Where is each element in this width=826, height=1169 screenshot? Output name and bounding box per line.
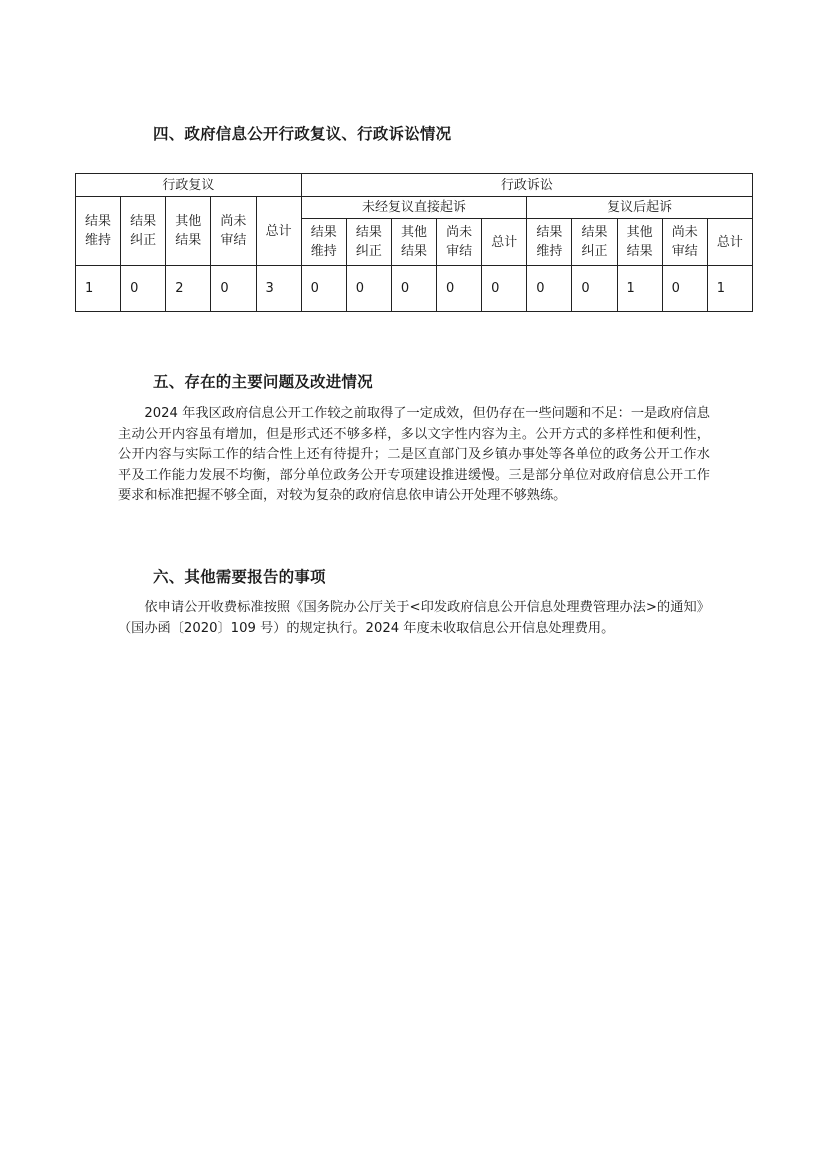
header-cell: 总计 — [256, 197, 301, 266]
group-header-litigation: 行政诉讼 — [301, 174, 752, 197]
value-cell: 0 — [482, 266, 527, 312]
header-cell: 结果 纠正 — [121, 197, 166, 266]
value-cell: 1 — [76, 266, 121, 312]
header-cell: 总计 — [482, 219, 527, 266]
header-cell: 尚未 审结 — [662, 219, 707, 266]
header-cell: 尚未 审结 — [211, 197, 256, 266]
value-cell: 0 — [346, 266, 391, 312]
section-6-paragraph: 依申请公开收费标准按照《国务院办公厅关于<印发政府信息公开信息处理费管理办法>的通知》（国办函〔2020〕109 号）的规定执行。2024 年度未收取信息公开信息处理费用。 — [118, 600, 710, 636]
header-cell: 尚未 审结 — [437, 219, 482, 266]
value-cell: 1 — [707, 266, 752, 312]
table-row — [76, 266, 753, 312]
section-4-heading: 四、政府信息公开行政复议、行政诉讼情况 — [153, 125, 452, 143]
header-cell: 其他 结果 — [166, 197, 211, 266]
header-cell: 结果 纠正 — [572, 219, 617, 266]
header-cell: 结果 维持 — [76, 197, 121, 266]
value-cell: 3 — [256, 266, 301, 312]
header-cell: 结果 维持 — [301, 219, 346, 266]
section-6-heading: 六、其他需要报告的事项 — [153, 568, 326, 586]
header-cell: 结果 纠正 — [346, 219, 391, 266]
header-cell: 其他 结果 — [391, 219, 436, 266]
review-litigation-table — [75, 173, 753, 312]
header-cell: 其他 结果 — [617, 219, 662, 266]
header-cell: 总计 — [707, 219, 752, 266]
sub-header-direct: 未经复议直接起诉 — [301, 197, 527, 219]
value-cell: 0 — [527, 266, 572, 312]
value-cell: 0 — [437, 266, 482, 312]
value-cell: 0 — [121, 266, 166, 312]
header-cell: 结果 维持 — [527, 219, 572, 266]
value-cell: 0 — [572, 266, 617, 312]
section-5-paragraph: 2024 年我区政府信息公开工作较之前取得了一定成效，但仍存在一些问题和不足：一是政府信息主动公开内容虽有增加，但是形式还不够多样，多以文字性内容为主。公开方式的多样性和便利性，公开内容与实际工作的结合性上还有待提升；二是区直部门及乡镇办事处等各单位的政务公开工作水平及工作能力发展不均衡，部分单位政务公开专项建设推进缓慢。三是部分单位对政府信息公开工作要求和标准把握不够全面，对较为复杂的政府信息依申请公开处理不够熟练。 — [118, 406, 710, 503]
value-cell: 1 — [617, 266, 662, 312]
value-cell: 0 — [301, 266, 346, 312]
value-cell: 2 — [166, 266, 211, 312]
table-group-header-row — [76, 174, 753, 197]
value-cell: 0 — [662, 266, 707, 312]
value-cell: 0 — [211, 266, 256, 312]
table-sub-header-row — [76, 197, 753, 219]
group-header-review: 行政复议 — [76, 174, 302, 197]
value-cell: 0 — [391, 266, 436, 312]
sub-header-after-review: 复议后起诉 — [527, 197, 753, 219]
section-5-heading: 五、存在的主要问题及改进情况 — [153, 373, 373, 391]
